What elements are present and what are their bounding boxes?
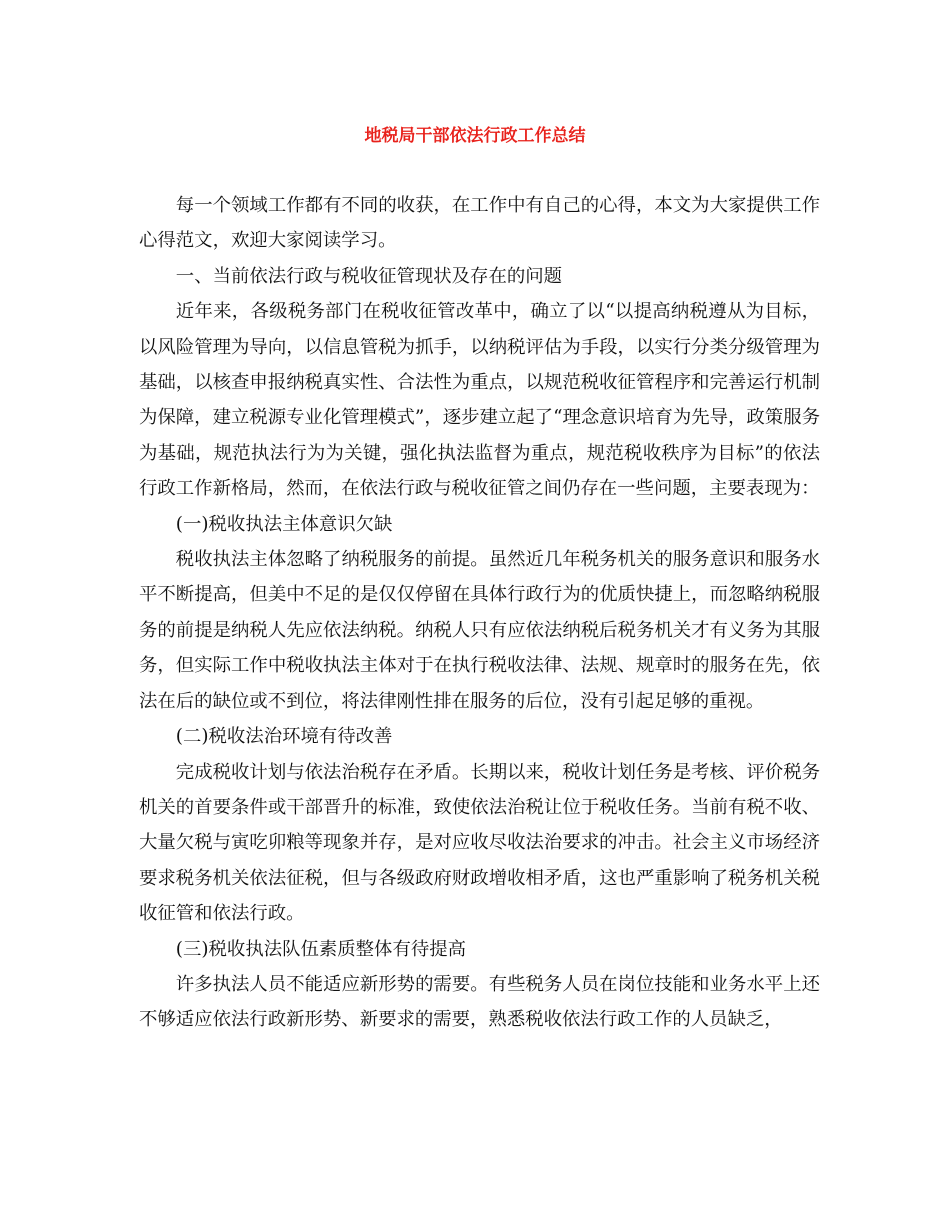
intro-paragraph: 每一个领域工作都有不同的收获，在工作中有自己的心得，本文为大家提供工作心得范文，欢迎大家阅读学习。 bbox=[139, 195, 820, 252]
subsection-heading-2: (二)税收法治环境有待改善 bbox=[175, 726, 393, 748]
body-paragraph: 完成税收计划与依法治税存在矛盾。长期以来，税收计划任务是考核、评价税务机关的首要条件或干部晋升的标准，致使依法治税让位于税收任务。当前有税不收、大量欠税与寅吃卯粮等现象并存，是对应收尽收法治要求的冲击。社会主义市场经济要求税务机关依法征税，但与各级政府财政增收相矛盾，这也严重影响了税务机关税收征管和依法行政。 bbox=[139, 761, 820, 925]
body-paragraph: 许多执法人员不能适应新形势的需要。有些税务人员在岗位技能和业务水平上还不够适应依法行政新形势、新要求的需要，熟悉税收依法行政工作的人员缺乏， bbox=[139, 973, 820, 1031]
subsection-heading-3: (三)税收执法队伍素质整体有待提高 bbox=[175, 938, 467, 960]
document-body bbox=[139, 188, 820, 1038]
body-paragraph: 税收执法主体忽略了纳税服务的前提。虽然近几年税务机关的服务意识和服务水平不断提高，但美中不足的是仅仅停留在具体行政行为的优质快捷上，而忽略纳税服务的前提是纳税人先应依法纳税。纳税人只有应依法纳税后税务机关才有义务为其服务，但实际工作中税收执法主体对于在执行税收法律、法规、规章时的服务在先，依法在后的缺位或不到位，将法律刚性排在服务的后位，没有引起足够的重视。 bbox=[139, 549, 820, 712]
body-paragraph: 近年来，各级税务部门在税收征管改革中，确立了以“以提高纳税遵从为目标，以风险管理为导向，以信息管税为抓手，以纳税评估为手段，以实行分类分级管理为基础，以核查申报纳税真实性、合法性为重点，以规范税收征管程序和完善运行机制为保障，建立税源专业化管理模式”，逐步建立起了“理念意识培育为先导，政策服务为基础，规范执法行为为关键，强化执法监督为重点，规范税收秩序为目标”的依法行政工作新格局，然而，在依法行政与税收征管之间仍存在一些问题，主要表现为： bbox=[139, 301, 820, 500]
document-title: 地税局干部依法行政工作总结 bbox=[364, 126, 586, 146]
section-heading-1: 一、当前依法行政与税收征管现状及存在的问题 bbox=[175, 265, 563, 287]
subsection-heading-1: (一)税收执法主体意识欠缺 bbox=[175, 513, 393, 535]
